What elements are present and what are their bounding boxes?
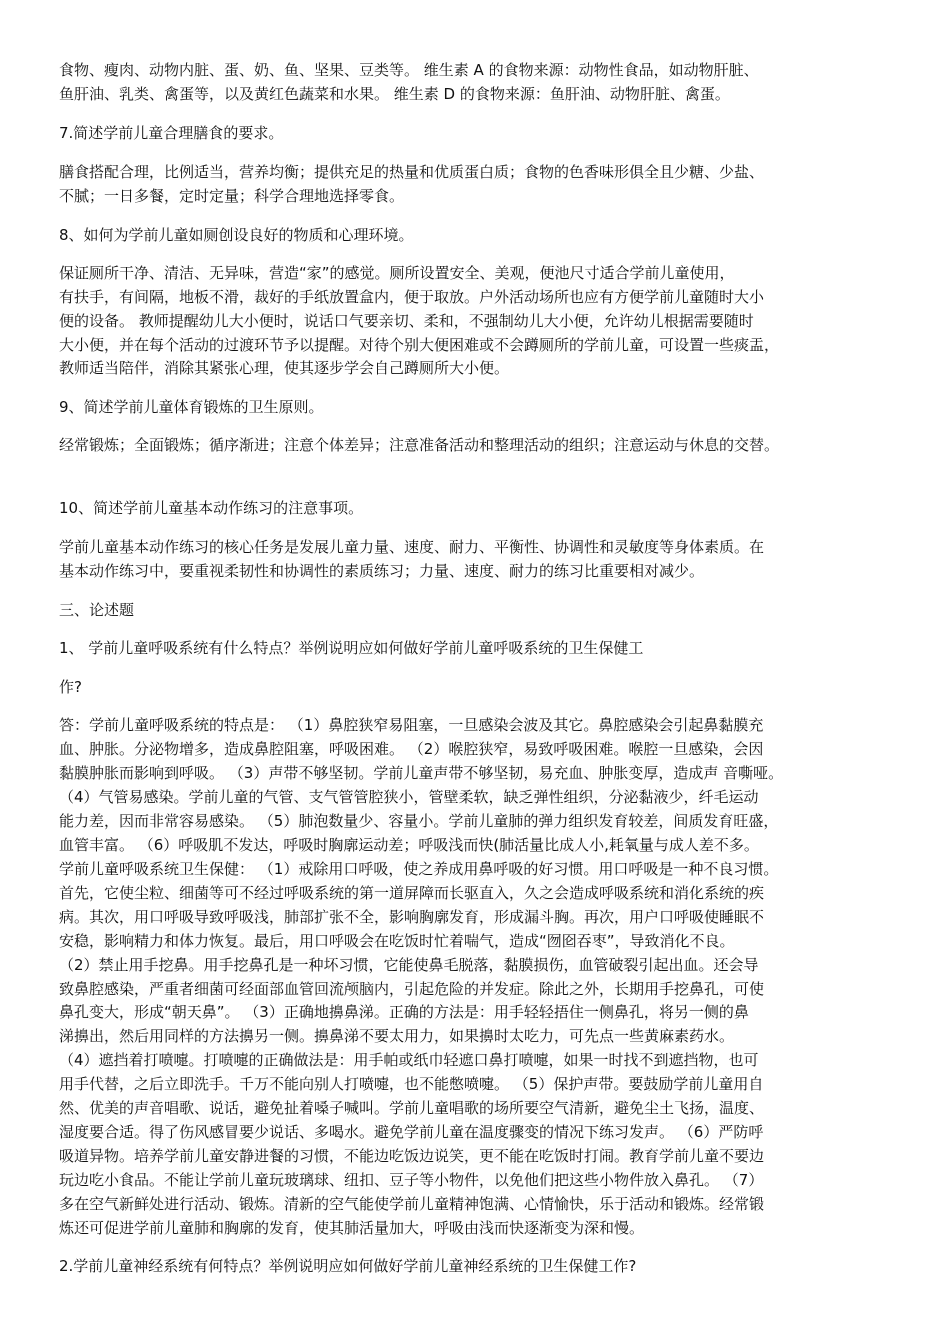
section-heading: 三、论述题 (59, 601, 135, 619)
text-line: 膳食搭配合理，比例适当，营养均衡；提供充足的热量和优质蛋白质；食物的色香味形俱全且少糖、少盐、 (59, 163, 765, 181)
question-heading: 2.学前儿童神经系统有何特点？举例说明应如何做好学前儿童神经系统的卫生保健工作? (59, 1257, 637, 1275)
question-heading: 8、如何为学前儿童如厕创设良好的物质和心理环境。 (59, 226, 414, 244)
question-heading: 1、 学前儿童呼吸系统有什么特点？举例说明应如何做好学前儿童呼吸系统的卫生保健工 (59, 639, 644, 657)
text-line: 鼻孔变大，形成“朝天鼻”。 （3）正确地擤鼻涕。正确的方法是：用手轻轻捂住一侧鼻孔，将另一侧的鼻 (59, 1003, 749, 1021)
text-line: 学前儿童呼吸系统卫生保健： （1）戒除用口呼吸，使之养成用鼻呼吸的好习惯。用口呼吸是一种不良习惯。 (59, 860, 779, 878)
text-line: 病。其次，用口呼吸导致呼吸浅，肺部扩张不全，影响胸廓发育，形成漏斗胸。再次，用户口呼吸使睡眠不 (59, 908, 765, 926)
text-line: 黏膜肿胀而影响到呼吸。 （3）声带不够坚韧。学前儿童声带不够坚韧，易充血、肿胀变厚，造成声 音嘶哑。 (59, 764, 784, 782)
text-line: 便的设备。 教师提醒幼儿大小便时，说话口气要亲切、柔和，不强制幼儿大小便，允许幼儿根据需要随时 (59, 312, 754, 330)
text-line: 然、优美的声音唱歌、说话，避免扯着嗓子喊叫。学前儿童唱歌的场所要空气清新，避免尘土飞扬，温度、 (59, 1099, 765, 1117)
text-line: 炼还可促进学前儿童肺和胸廓的发育，使其肺活量加大，呼吸由浅而快逐渐变为深和慢。 (59, 1219, 645, 1237)
question-heading: 10、简述学前儿童基本动作练习的注意事项。 (59, 499, 364, 517)
text-line: 安稳，影响精力和体力恢复。最后，用口呼吸会在吃饭时忙着喘气，造成“囫囵吞枣”，导致消化不良。 (59, 932, 735, 950)
text-line: 血、肿胀。分泌物增多，造成鼻腔阻塞，呼吸困难。 （2）喉腔狭窄，易致呼吸困难。喉腔一旦感染，会因 (59, 740, 764, 758)
text-line: 答：学前儿童呼吸系统的特点是： （1）鼻腔狭窄易阻塞，一旦感染会波及其它。鼻腔感染会引起鼻黏膜充 (59, 716, 764, 734)
text-line: （4）气管易感染。学前儿童的气管、支气管管腔狭小，管壁柔软，缺乏弹性组织，分泌黏液少，纤毛运动 (59, 788, 759, 806)
text-line: 能力差，因而非常容易感染。 （5）肺泡数量少、容量小。学前儿童肺的弹力组织发育较差，间质发育旺盛， (59, 812, 779, 830)
text-line: 首先，它使尘粒、细菌等可不经过呼吸系统的第一道屏障而长驱直入，久之会造成呼吸系统和消化系统的疾 (59, 884, 765, 902)
question-heading: 作? (59, 678, 82, 696)
text-line: 教师适当陪伴，消除其紧张心理，使其逐步学会自己蹲厕所大小便。 (59, 359, 510, 377)
text-line: 不腻；一日多餐，定时定量；科学合理地选择零食。 (59, 187, 405, 205)
text-line: 大小便，并在每个活动的过渡环节予以提醒。对待个别大便困难或不会蹲厕所的学前儿童，可设置一些痰盂， (59, 336, 780, 354)
text-line: 湿度要合适。得了伤风感冒要少说话、多喝水。避免学前儿童在温度骤变的情况下练习发声。 （6）严防呼 (59, 1123, 764, 1141)
text-line: 基本动作练习中，要重视柔韧性和协调性的素质练习；力量、速度、耐力的练习比重要相对减少。 (59, 562, 705, 580)
text-line: 玩边吃小食品。不能让学前儿童玩玻璃球、纽扣、豆子等小物件，以免他们把这些小物件放入鼻孔。 （7） (59, 1171, 764, 1189)
text-line: 吸道异物。培养学前儿童安静进餐的习惯，不能边吃饭边说笑，更不能在吃饭时打闹。教育学前儿童不要边 (59, 1147, 765, 1165)
question-heading: 7.简述学前儿童合理膳食的要求。 (59, 124, 284, 142)
text-line: 涕擤出，然后用同样的方法擤另一侧。擤鼻涕不要太用力，如果擤时太吃力，可先点一些黄麻素药水。 (59, 1027, 735, 1045)
text-line: 有扶手，有间隔，地板不滑，裁好的手纸放置盒内，便于取放。户外活动场所也应有方便学前儿童随时大小 (59, 288, 765, 306)
text-line: 用手代替，之后立即洗手。千万不能向别人打喷嚏，也不能憋喷嚏。 （5）保护声带。要鼓励学前儿童用自 (59, 1075, 764, 1093)
text-line: 经常锻炼；全面锻炼；循序渐进；注意个体差异；注意准备活动和整理活动的组织；注意运动与休息的交替。 (59, 436, 780, 454)
text-line: 学前儿童基本动作练习的核心任务是发展儿童力量、速度、耐力、平衡性、协调性和灵敏度等身体素质。在 (59, 538, 765, 556)
question-heading: 9、简述学前儿童体育锻炼的卫生原则。 (59, 398, 324, 416)
text-line: 鱼肝油、乳类、禽蛋等，以及黄红色蔬菜和水果。 维生素 D 的食物来源：鱼肝油、动物肝脏、禽蛋。 (59, 85, 730, 103)
text-line: 保证厕所干净、清洁、无异味，营造“家”的感觉。厕所设置安全、美观，便池尺寸适合学前儿童使用， (59, 264, 735, 282)
text-line: 食物、瘦肉、动物内脏、蛋、奶、鱼、坚果、豆类等。 维生素 A 的食物来源：动物性食品，如动物肝脏、 (59, 61, 759, 79)
text-line: （4）遮挡着打喷嚏。打喷嚏的正确做法是：用手帕或纸巾轻遮口鼻打喷嚏，如果一时找不到遮挡物，也可 (59, 1051, 759, 1069)
text-line: 致鼻腔感染，严重者细菌可经面部血管回流颅脑内，引起危险的并发症。除此之外，长期用手挖鼻孔，可使 (59, 980, 765, 998)
text-line: 多在空气新鲜处进行活动、锻炼。清新的空气能使学前儿童精神饱满、心情愉快，乐于活动和锻炼。经常锻 (59, 1195, 765, 1213)
text-line: 血管丰富。 （6）呼吸肌不发达，呼吸时胸廓运动差；呼吸浅而快(肺活量比成人小,耗氧量与成人差不多。 (59, 836, 759, 854)
text-line: （2）禁止用手挖鼻。用手挖鼻孔是一种坏习惯，它能使鼻毛脱落，黏膜损伤，血管破裂引起出血。还会导 (59, 956, 759, 974)
